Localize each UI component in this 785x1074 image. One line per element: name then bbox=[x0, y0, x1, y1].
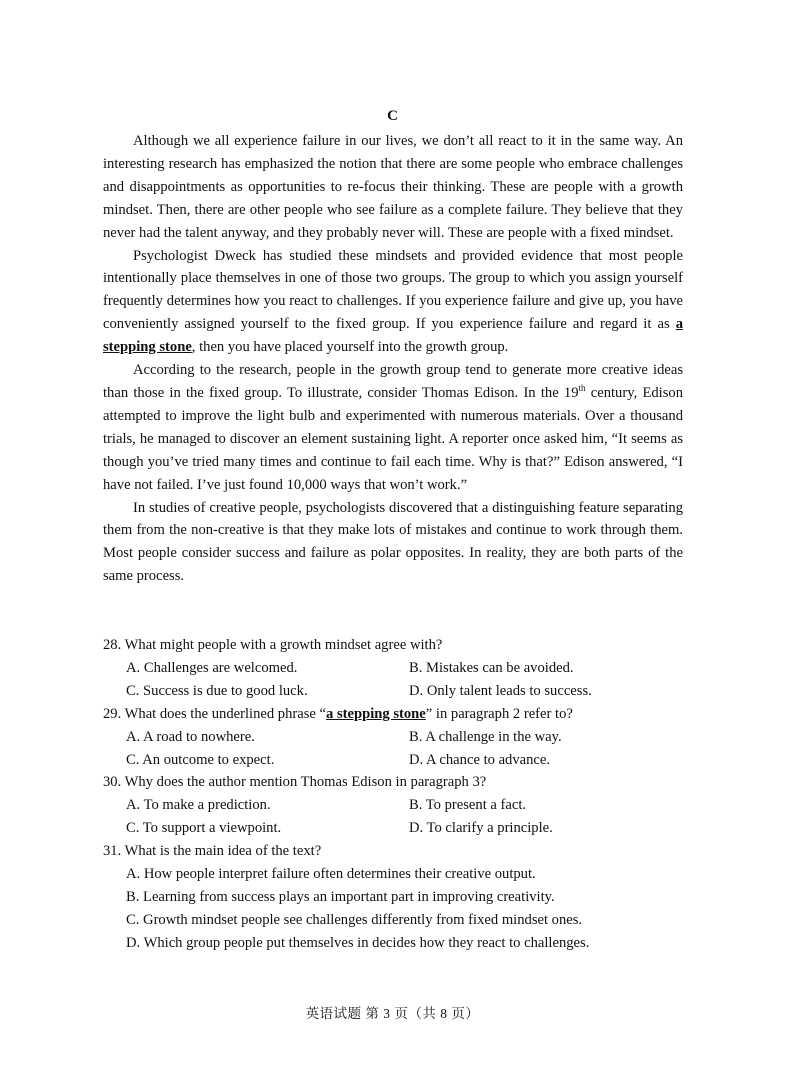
paragraph-3-text-before: According to the research, people in the growth group tend to generate more creative ideas than those in the fixed group. To illustrate, consider Thomas Edison. In the 19 bbox=[103, 362, 683, 401]
question-30 bbox=[103, 771, 703, 840]
paragraph-1: Although we all experience failure in our lives, we don’t all react to it in the same way. An interesting research has emphasized the notion that there are some people who embrace challenges and disappointments as opportunities to re-focus their thinking. These are people with a growth mindset. Then, there are other people who see failure as a complete failure. They believe that they never had the talent anyway, and they probably never will. These are people with a fixed mindset. bbox=[103, 133, 683, 241]
option-b: B. Learning from success plays an important part in improving creativity. bbox=[126, 888, 555, 905]
superscript-th: th bbox=[578, 383, 586, 394]
option-b: B. To present a fact. bbox=[409, 797, 527, 814]
question-29-phrase: a stepping stone bbox=[326, 705, 426, 722]
section-title: C bbox=[387, 108, 398, 124]
option-c: C. An outcome to expect. bbox=[126, 751, 275, 768]
question-28-options bbox=[103, 657, 703, 703]
paragraph-2-text-before: Psychologist Dweck has studied these mindsets and provided evidence that most people intentionally place themselves in one of those two groups. The group to which you assign yourself frequently determines how you react to challenges. If you experience failure and give up, you have conveniently assigned yourself to the fixed group. If you experience failure and regard it as bbox=[103, 247, 683, 333]
option-a: A. Challenges are welcomed. bbox=[126, 659, 298, 676]
question-29-stem bbox=[103, 703, 703, 726]
option-d: D. To clarify a principle. bbox=[409, 820, 553, 837]
option-a: A. To make a prediction. bbox=[126, 797, 271, 814]
option-d: D. A chance to advance. bbox=[409, 751, 551, 768]
question-30-stem: 30. Why does the author mention Thomas Edison in paragraph 3? bbox=[103, 774, 487, 791]
option-b: B. Mistakes can be avoided. bbox=[409, 659, 574, 676]
underlined-phrase: a stepping stone bbox=[103, 316, 683, 356]
question-29 bbox=[103, 703, 703, 772]
option-row bbox=[126, 794, 703, 817]
paragraph-2 bbox=[103, 245, 683, 360]
paragraph-4: In studies of creative people, psychologists discovered that a distinguishing feature separating them from the non-creative is that they make lots of mistakes and continue to work through them. Most people consider success and failure as polar opposites. In reality, they are both parts of the same process. bbox=[103, 499, 683, 585]
option-row bbox=[126, 749, 703, 772]
option-d: D. Only talent leads to success. bbox=[409, 682, 592, 699]
option-a: A. A road to nowhere. bbox=[126, 728, 255, 745]
paragraph-3 bbox=[103, 359, 683, 496]
option-c: C. To support a viewpoint. bbox=[126, 820, 282, 837]
option-c: C. Growth mindset people see challenges differently from fixed mindset ones. bbox=[126, 911, 583, 928]
option-b: B. A challenge in the way. bbox=[409, 728, 562, 745]
page-footer: 英语试题 第 3 页（共 8 页） bbox=[305, 1006, 480, 1021]
option-d: D. Which group people put themselves in decides how they react to challenges. bbox=[126, 934, 590, 951]
paragraph-2-text-after: , then you have placed yourself into the growth group. bbox=[191, 339, 509, 356]
option-a: A. How people interpret failure often determines their creative output. bbox=[126, 866, 536, 883]
question-31-stem: 31. What is the main idea of the text? bbox=[103, 843, 322, 860]
question-28-stem: 28. What might people with a growth mindset agree with? bbox=[103, 637, 443, 653]
question-29-stem-after: ” in paragraph 2 refer to? bbox=[425, 705, 573, 722]
option-row bbox=[126, 657, 703, 680]
question-31-options bbox=[103, 863, 703, 955]
question-31 bbox=[103, 840, 703, 955]
question-29-stem-before: 29. What does the underlined phrase “ bbox=[103, 705, 327, 722]
option-row bbox=[126, 817, 703, 840]
question-29-options bbox=[103, 726, 703, 772]
option-row bbox=[126, 680, 703, 703]
paragraph-3-text-after: century, Edison attempted to improve the light bulb and experimented with numerous materials. Over a thousand trials, he managed to discover an element sustaining light. A reporter once asked him, “It seems as though you’ve tried many times and continue to fail each time. Why is that?” Edison answered, “I have not failed. I’ve just found 10,000 ways that won’t work.” bbox=[103, 384, 683, 493]
question-list bbox=[103, 634, 703, 955]
question-30-options bbox=[103, 794, 703, 840]
option-row bbox=[126, 726, 703, 749]
option-c: C. Success is due to good luck. bbox=[126, 682, 308, 699]
question-28 bbox=[103, 634, 703, 703]
reading-passage bbox=[103, 130, 683, 588]
